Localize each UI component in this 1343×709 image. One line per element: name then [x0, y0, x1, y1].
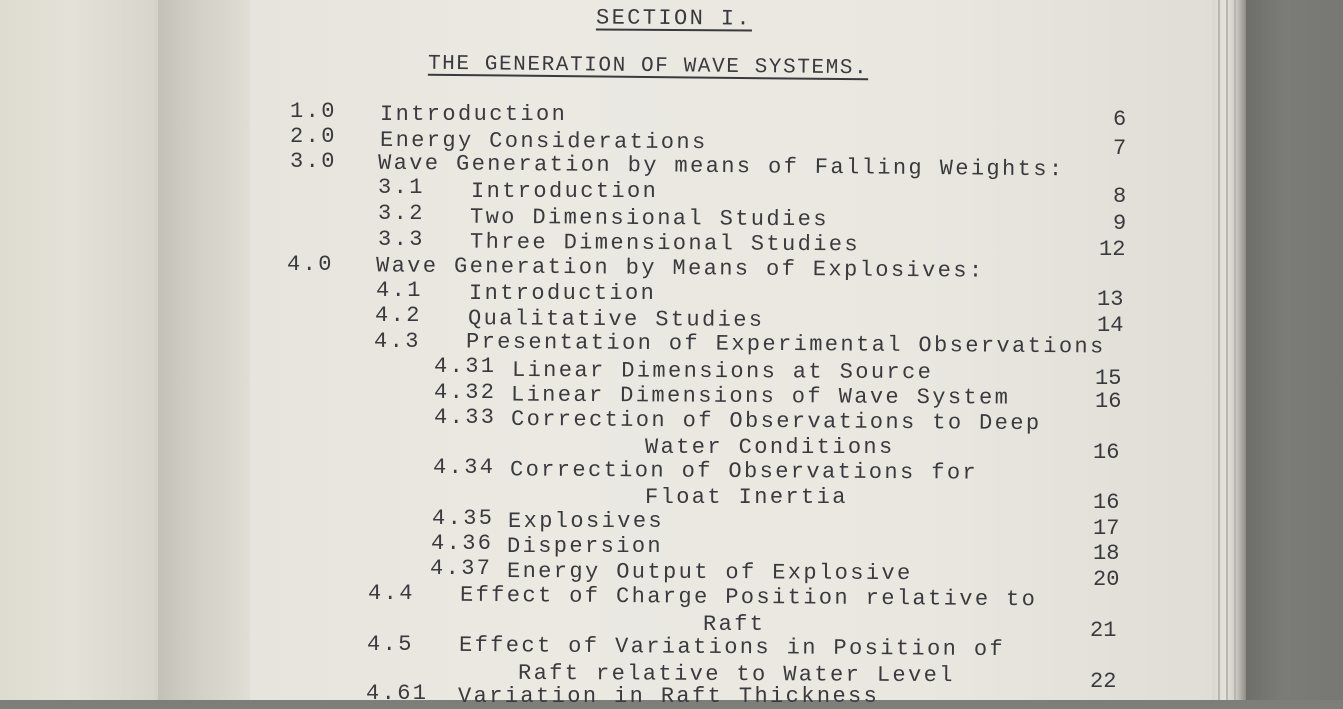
toc-entry-title: Two Dimensional Studies	[469, 204, 829, 233]
toc-entry-number: 2.0	[290, 124, 337, 149]
toc-entry-title: Linear Dimensions of Wave System	[510, 382, 1011, 411]
toc-entry-number: 4.37	[430, 556, 493, 581]
toc-entry-title: Correction of Observations to Deep	[510, 406, 1042, 437]
toc-entry-page: 18	[1093, 541, 1120, 566]
toc-entry-title: Introduction	[469, 281, 657, 306]
toc-entry-number: 3.3	[378, 227, 425, 252]
toc-entry-page: 7	[1113, 136, 1127, 161]
page-edge-line	[1218, 0, 1220, 700]
toc-entry-number: 4.1	[376, 278, 423, 303]
toc-entry-title: Dispersion	[507, 534, 664, 559]
toc-entry-number: 4.4	[368, 581, 415, 606]
toc-entry-page: 20	[1093, 567, 1120, 592]
toc-entry-title: Energy Considerations	[379, 127, 708, 156]
toc-entry-number: 4.0	[287, 252, 334, 277]
toc-entry-title: Effect of Charge Position relative to	[459, 582, 1038, 613]
toc-entry-title: Explosives	[508, 509, 665, 534]
toc-entry-number: 4.31	[434, 354, 497, 379]
toc-entry-title: Presentation of Experimental Observations	[465, 329, 1106, 360]
toc-entry-title: Linear Dimensions at Source	[511, 357, 934, 386]
toc-entry-title-continued: Water Conditions	[645, 435, 895, 460]
toc-entry-number: 4.32	[434, 380, 497, 405]
toc-entry-page: 16	[1093, 440, 1120, 465]
toc-entry-title: Variation in Raft Thickness	[458, 684, 880, 709]
toc-entry-page: 8	[1113, 184, 1127, 209]
toc-entry-number: 4.36	[431, 531, 494, 556]
toc-entry-number: 4.34	[433, 455, 496, 480]
background-surface	[1246, 0, 1343, 700]
toc-entry-number: 4.3	[374, 329, 421, 354]
toc-entry-title: Introduction	[380, 102, 568, 127]
toc-entry-page: 16	[1095, 389, 1122, 414]
toc-entry-page: 9	[1113, 211, 1127, 236]
section-title: SECTION I.	[595, 5, 753, 32]
toc-entry-title: Three Dimensional Studies	[469, 229, 861, 258]
toc-entry-number: 3.1	[378, 175, 425, 200]
toc-entry-page: 17	[1093, 516, 1120, 541]
toc-entry-page: 6	[1113, 107, 1127, 132]
toc-entry-number: 4.35	[432, 506, 495, 531]
page-edge-line	[1226, 0, 1228, 700]
toc-entry-title: Effect of Variations in Position of	[458, 632, 1006, 663]
toc-entry-page: 15	[1095, 366, 1122, 391]
facing-page	[0, 0, 180, 700]
page-edges	[1212, 0, 1246, 700]
toc-entry-title-continued: Raft relative to Water Level	[517, 660, 955, 689]
toc-entry-number: 1.0	[290, 99, 337, 124]
toc-entry-page: 14	[1097, 313, 1124, 338]
page-edge-line	[1234, 0, 1236, 700]
section-subtitle: THE GENERATION OF WAVE SYSTEMS.	[427, 52, 869, 81]
toc-entry-title: Qualitative Studies	[467, 306, 765, 333]
toc-entry-title: Wave Generation by means of Falling Weights:	[377, 150, 1065, 183]
toc-entry-title: Wave Generation by Means of Explosives:	[375, 253, 985, 284]
toc-entry-page: 12	[1099, 237, 1126, 262]
toc-entry-title-continued: Float Inertia	[645, 485, 848, 510]
toc-entry-title-continued: Raft	[703, 612, 766, 637]
toc-entry-number: 4.33	[434, 405, 497, 430]
toc-entry-number: 3.2	[378, 201, 425, 226]
toc-entry-number: 3.0	[290, 149, 337, 174]
toc-entry-number: 4.5	[367, 632, 414, 657]
toc-entry-number: 4.61	[366, 681, 429, 706]
toc-entry-title: Energy Output of Explosive	[506, 558, 913, 587]
toc-entry-title: Introduction	[471, 179, 659, 204]
toc-entry-page: 13	[1097, 287, 1124, 312]
toc-entry-page: 22	[1090, 669, 1117, 694]
toc-entry-page: 16	[1093, 490, 1120, 515]
toc-entry-page: 21	[1090, 618, 1117, 643]
toc-entry-title: Correction of Observations for	[509, 457, 979, 486]
toc-entry-number: 4.2	[375, 303, 422, 328]
